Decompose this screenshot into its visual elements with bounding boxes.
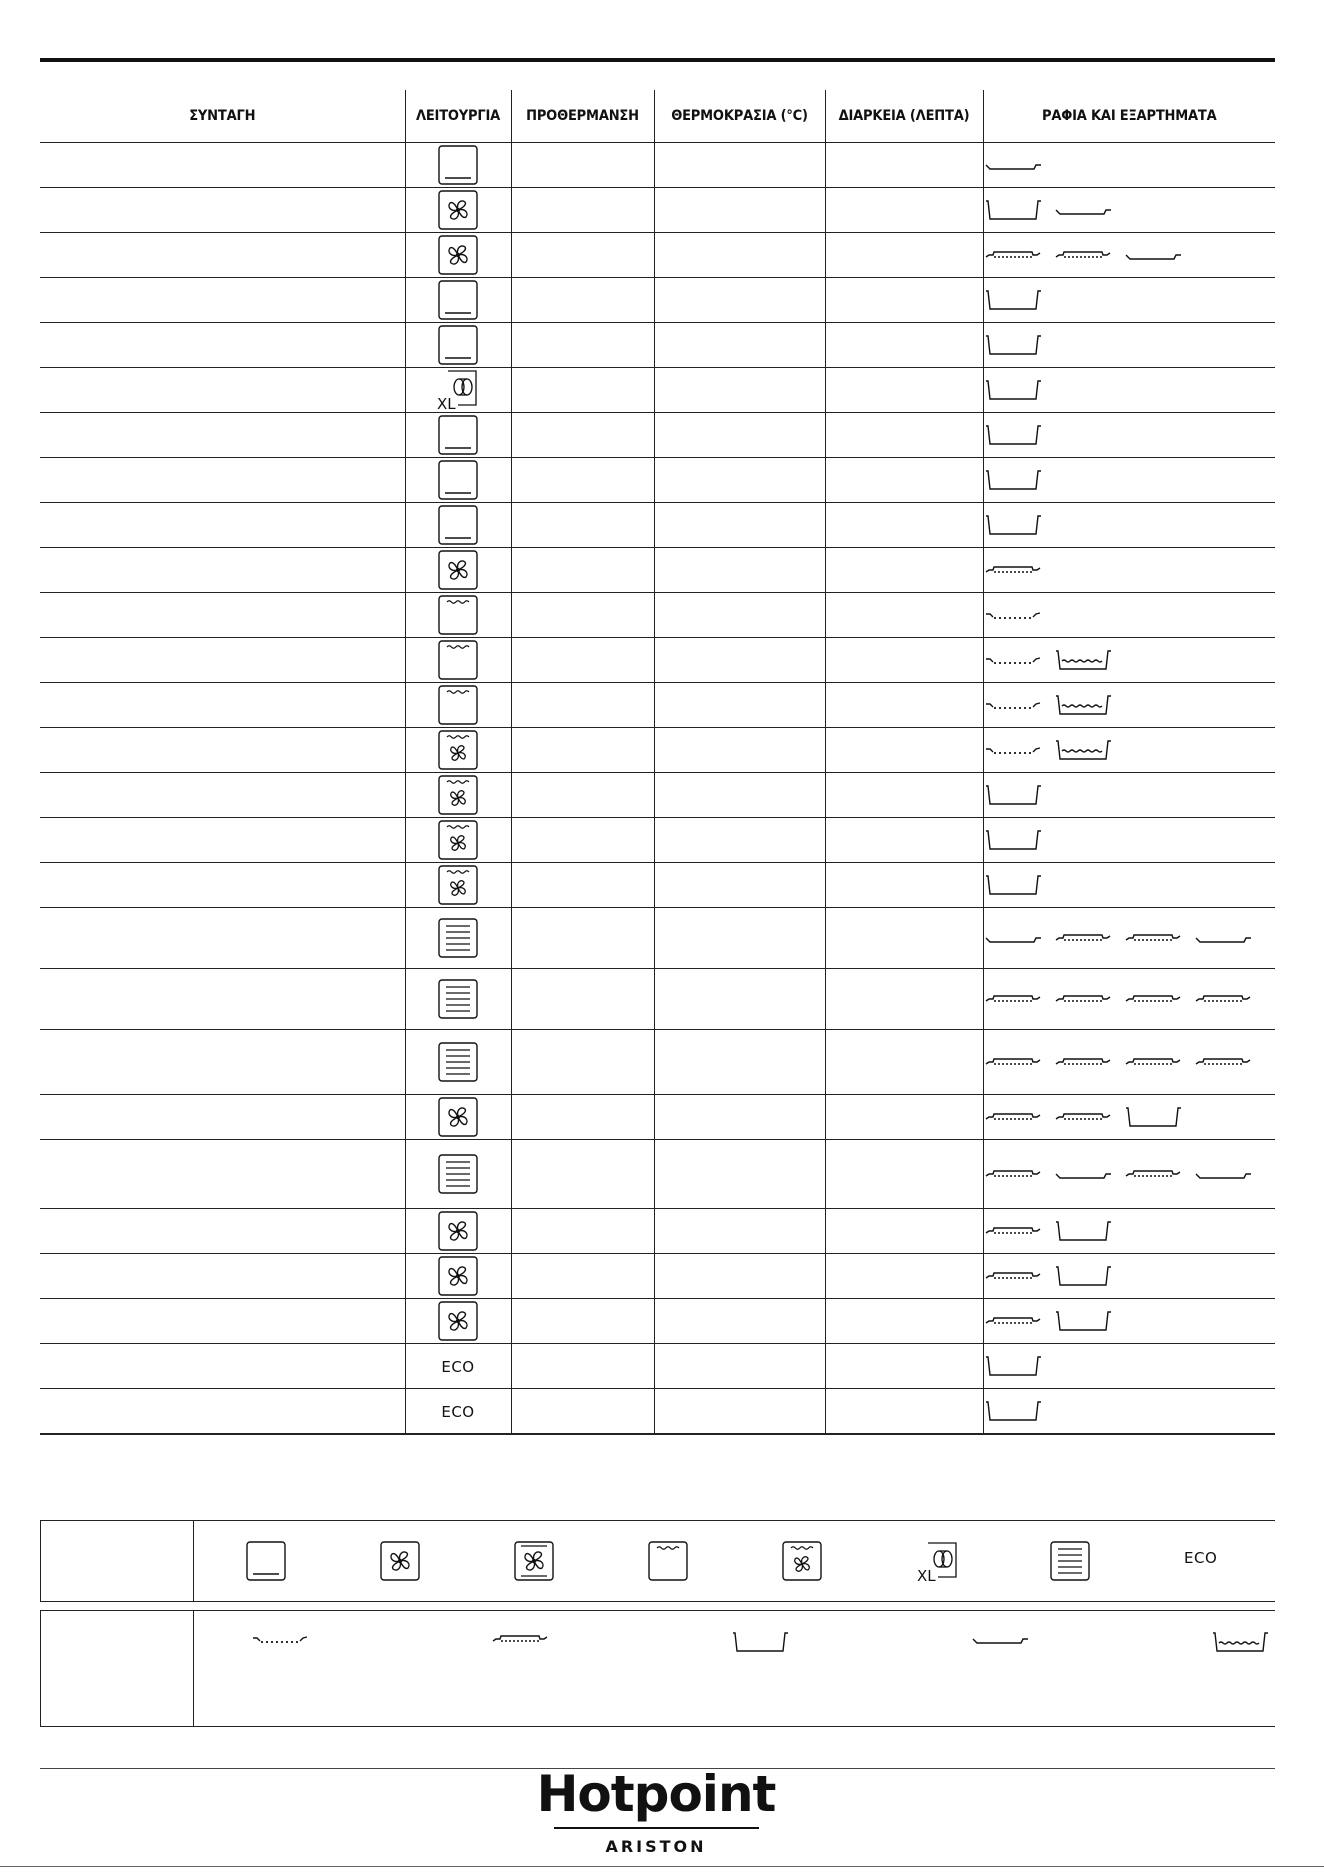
recipe-cell (40, 413, 405, 458)
preheat-cell (511, 593, 654, 638)
recipe-cell (40, 278, 405, 323)
drip-accessory-icon (1054, 692, 1114, 718)
duration-cell (825, 683, 983, 728)
recipe-cell (40, 683, 405, 728)
preheat-cell (511, 143, 654, 188)
drip-accessory-icon (1054, 647, 1114, 673)
function-cell (405, 969, 511, 1030)
pan-accessory-icon (1054, 1263, 1114, 1289)
function-cell (405, 458, 511, 503)
duration-cell (825, 728, 983, 773)
table-row (40, 969, 1275, 1030)
grill-function-icon (438, 640, 478, 680)
temperature-cell (654, 818, 825, 863)
accessories-cell (983, 1254, 1275, 1299)
temperature-cell (654, 548, 825, 593)
rack-accessory-icon (1124, 989, 1184, 1009)
rack-accessory-icon (491, 1629, 551, 1649)
preheat-cell (511, 1209, 654, 1254)
duration-cell (825, 458, 983, 503)
preheat-cell (511, 818, 654, 863)
pan-accessory-icon (984, 512, 1044, 538)
function-cell (405, 503, 511, 548)
rack-accessory-icon (984, 1107, 1044, 1127)
function-cell (405, 908, 511, 969)
rack-accessory-icon (1054, 989, 1114, 1009)
header-accessories: ΡΑΦΙΑ ΚΑΙ ΕΞΑΡΤΗΜΑΤΑ (983, 90, 1275, 143)
rack-accessory-icon (1054, 1052, 1114, 1072)
recipe-cell (40, 548, 405, 593)
rack-accessory-icon (1054, 1107, 1114, 1127)
fan-function-icon (438, 235, 478, 275)
xl-function-icon (916, 1541, 960, 1583)
rack-accessory-icon (1054, 928, 1114, 948)
drip-accessory-icon (1054, 737, 1114, 763)
recipe-cell (40, 503, 405, 548)
duration-cell (825, 368, 983, 413)
duration-cell (825, 1140, 983, 1209)
temperature-cell (654, 1344, 825, 1389)
accessories-cell (983, 1209, 1275, 1254)
preheat-cell (511, 728, 654, 773)
table-row (40, 188, 1275, 233)
temperature-cell (654, 1299, 825, 1344)
temperature-cell (654, 1030, 825, 1095)
recipe-cell (40, 1344, 405, 1389)
recipe-cell (40, 728, 405, 773)
recipe-cell (40, 863, 405, 908)
table-row (40, 503, 1275, 548)
temperature-cell (654, 1209, 825, 1254)
eco-function-icon: ECO (441, 1357, 475, 1376)
logo-divider (554, 1827, 759, 1829)
accessories-cell (983, 1299, 1275, 1344)
function-cell (405, 593, 511, 638)
function-cell (405, 1140, 511, 1209)
grill-accessory-icon (984, 695, 1044, 715)
rack-accessory-icon (984, 560, 1044, 580)
accessories-cell (983, 548, 1275, 593)
fan-function-icon (438, 1097, 478, 1137)
static-function-icon (438, 505, 478, 545)
table-row (40, 638, 1275, 683)
fan-function-icon (438, 550, 478, 590)
temperature-cell (654, 969, 825, 1030)
table-row (40, 908, 1275, 969)
table-row (40, 1254, 1275, 1299)
accessories-cell (983, 323, 1275, 368)
temperature-cell (654, 503, 825, 548)
temperature-cell (654, 368, 825, 413)
recipe-cell (40, 143, 405, 188)
preheat-cell (511, 1299, 654, 1344)
table-row (40, 323, 1275, 368)
table-row (40, 1140, 1275, 1209)
accessories-cell (983, 143, 1275, 188)
function-cell (405, 1389, 511, 1435)
function-cell (405, 1254, 511, 1299)
table-row (40, 773, 1275, 818)
recipe-cell (40, 1299, 405, 1344)
rack-accessory-icon (984, 1311, 1044, 1331)
function-cell (405, 278, 511, 323)
pan-accessory-icon (984, 467, 1044, 493)
table-row (40, 1030, 1275, 1095)
fan-function-icon (380, 1541, 420, 1581)
temperature-cell (654, 233, 825, 278)
accessories-cell (983, 368, 1275, 413)
function-cell (405, 773, 511, 818)
pan-accessory-icon (984, 1398, 1044, 1424)
rack-accessory-icon (1194, 1052, 1254, 1072)
table-row (40, 413, 1275, 458)
accessories-cell (983, 773, 1275, 818)
accessories-cell (983, 728, 1275, 773)
turbo-function-icon (438, 730, 478, 770)
static-function-icon (438, 460, 478, 500)
table-row (40, 278, 1275, 323)
duration-cell (825, 818, 983, 863)
grill-accessory-icon (984, 605, 1044, 625)
header-recipe: ΣΥΝΤΑΓΗ (40, 90, 405, 143)
accessories-cell (983, 233, 1275, 278)
pan-accessory-icon (1124, 1104, 1184, 1130)
table-row (40, 548, 1275, 593)
duration-cell (825, 1254, 983, 1299)
accessories-cell (983, 458, 1275, 503)
convection-function-icon (514, 1541, 554, 1581)
static-function-icon (246, 1541, 286, 1581)
function-cell (405, 728, 511, 773)
grill-function-icon (648, 1541, 688, 1581)
duration-cell (825, 969, 983, 1030)
rack-accessory-icon (1124, 928, 1184, 948)
recipe-cell (40, 1254, 405, 1299)
header-function: ΛΕΙΤΟΥΡΓΙΑ (405, 90, 511, 143)
duration-cell (825, 1209, 983, 1254)
rack-accessory-icon (984, 1221, 1044, 1241)
grill-accessory-icon (251, 1629, 311, 1649)
preheat-cell (511, 1389, 654, 1435)
accessories-cell (983, 1344, 1275, 1389)
pan-accessory-icon (984, 872, 1044, 898)
accessories-cell (983, 1140, 1275, 1209)
duration-cell (825, 323, 983, 368)
preheat-cell (511, 908, 654, 969)
multi-function-icon (438, 1042, 478, 1082)
tray-accessory-icon (1054, 1164, 1114, 1184)
turbo-function-icon (782, 1541, 822, 1581)
temperature-cell (654, 1095, 825, 1140)
tray-accessory-icon (1194, 928, 1254, 948)
recipe-cell (40, 593, 405, 638)
temperature-cell (654, 908, 825, 969)
legend-label-cell (41, 1611, 194, 1726)
duration-cell (825, 413, 983, 458)
tray-accessory-icon (984, 928, 1044, 948)
temperature-cell (654, 1389, 825, 1435)
table-row (40, 728, 1275, 773)
header-preheat: ΠΡΟΘΕΡΜΑΝΣΗ (511, 90, 654, 143)
function-cell (405, 143, 511, 188)
duration-cell (825, 1344, 983, 1389)
footer-rule (0, 1866, 1324, 1867)
duration-cell (825, 638, 983, 683)
temperature-cell (654, 143, 825, 188)
function-cell (405, 548, 511, 593)
rack-accessory-icon (984, 1164, 1044, 1184)
function-cell (405, 233, 511, 278)
recipe-cell (40, 1389, 405, 1435)
accessories-cell (983, 413, 1275, 458)
recipe-cell (40, 638, 405, 683)
rack-accessory-icon (984, 1266, 1044, 1286)
duration-cell (825, 1299, 983, 1344)
preheat-cell (511, 1030, 654, 1095)
table-row (40, 1344, 1275, 1389)
preheat-cell (511, 1095, 654, 1140)
temperature-cell (654, 1254, 825, 1299)
grill-accessory-icon (984, 650, 1044, 670)
duration-cell (825, 593, 983, 638)
preheat-cell (511, 413, 654, 458)
preheat-cell (511, 1344, 654, 1389)
accessories-cell (983, 908, 1275, 969)
duration-cell (825, 908, 983, 969)
pan-accessory-icon (1054, 1308, 1114, 1334)
pan-accessory-icon (984, 422, 1044, 448)
duration-cell (825, 1030, 983, 1095)
duration-cell (825, 503, 983, 548)
recipe-cell (40, 1095, 405, 1140)
grill-function-icon (438, 595, 478, 635)
recipe-cell (40, 1030, 405, 1095)
rack-accessory-icon (1054, 245, 1114, 265)
duration-cell (825, 188, 983, 233)
fan-function-icon (438, 1211, 478, 1251)
tray-accessory-icon (1054, 200, 1114, 220)
table-row (40, 1299, 1275, 1344)
svg-text:XL: XL (917, 1567, 936, 1583)
preheat-cell (511, 773, 654, 818)
table-row (40, 233, 1275, 278)
legend-functions (40, 1520, 1275, 1602)
fan-function-icon (438, 190, 478, 230)
table-row (40, 368, 1275, 413)
pan-accessory-icon (731, 1629, 791, 1655)
xl-function-icon (436, 369, 480, 411)
temperature-cell (654, 863, 825, 908)
preheat-cell (511, 548, 654, 593)
header-duration: ΔΙΑΡΚΕΙΑ (ΛΕΠΤΑ) (825, 90, 983, 143)
function-cell (405, 638, 511, 683)
recipe-cell (40, 1209, 405, 1254)
duration-cell (825, 1095, 983, 1140)
duration-cell (825, 143, 983, 188)
accessories-cell (983, 969, 1275, 1030)
tray-accessory-icon (1194, 1164, 1254, 1184)
recipe-cell (40, 818, 405, 863)
duration-cell (825, 278, 983, 323)
brand-name: Hotpoint (536, 1765, 776, 1823)
duration-cell (825, 863, 983, 908)
drip-accessory-icon (1211, 1629, 1271, 1655)
pan-accessory-icon (984, 287, 1044, 313)
table-row (40, 143, 1275, 188)
pan-accessory-icon (1054, 1218, 1114, 1244)
preheat-cell (511, 458, 654, 503)
multi-function-icon (438, 979, 478, 1019)
function-cell (405, 323, 511, 368)
static-function-icon (438, 145, 478, 185)
temperature-cell (654, 728, 825, 773)
top-rule (40, 58, 1275, 62)
temperature-cell (654, 638, 825, 683)
duration-cell (825, 1389, 983, 1435)
duration-cell (825, 773, 983, 818)
temperature-cell (654, 683, 825, 728)
preheat-cell (511, 233, 654, 278)
brand-logo (450, 1765, 862, 1856)
accessories-cell (983, 1389, 1275, 1435)
recipe-cell (40, 368, 405, 413)
temperature-cell (654, 278, 825, 323)
preheat-cell (511, 1140, 654, 1209)
table-row (40, 818, 1275, 863)
temperature-cell (654, 188, 825, 233)
recipe-cell (40, 188, 405, 233)
function-cell (405, 818, 511, 863)
tray-accessory-icon (971, 1629, 1031, 1649)
rack-accessory-icon (984, 989, 1044, 1009)
function-cell (405, 683, 511, 728)
function-cell (405, 1209, 511, 1254)
temperature-cell (654, 593, 825, 638)
temperature-cell (654, 323, 825, 368)
eco-function-icon: ECO (1184, 1549, 1218, 1567)
tray-accessory-icon (1124, 245, 1184, 265)
accessories-cell (983, 863, 1275, 908)
temperature-cell (654, 773, 825, 818)
pan-accessory-icon (984, 377, 1044, 403)
svg-text:XL: XL (437, 395, 456, 411)
temperature-cell (654, 458, 825, 503)
function-cell (405, 1344, 511, 1389)
legend-label-cell (41, 1521, 194, 1601)
preheat-cell (511, 323, 654, 368)
recipe-cell (40, 323, 405, 368)
fan-function-icon (438, 1256, 478, 1296)
pan-accessory-icon (984, 332, 1044, 358)
multi-function-icon (1050, 1541, 1090, 1581)
duration-cell (825, 233, 983, 278)
function-cell (405, 1095, 511, 1140)
turbo-function-icon (438, 865, 478, 905)
accessories-cell (983, 593, 1275, 638)
temperature-cell (654, 1140, 825, 1209)
preheat-cell (511, 278, 654, 323)
rack-accessory-icon (984, 245, 1044, 265)
accessories-cell (983, 683, 1275, 728)
duration-cell (825, 548, 983, 593)
table-row (40, 1209, 1275, 1254)
preheat-cell (511, 969, 654, 1030)
turbo-function-icon (438, 775, 478, 815)
accessories-cell (983, 188, 1275, 233)
rack-accessory-icon (1194, 989, 1254, 1009)
rack-accessory-icon (1124, 1052, 1184, 1072)
accessories-cell (983, 278, 1275, 323)
table-row (40, 593, 1275, 638)
static-function-icon (438, 325, 478, 365)
preheat-cell (511, 368, 654, 413)
pan-accessory-icon (984, 827, 1044, 853)
table-row (40, 1389, 1275, 1435)
grill-accessory-icon (984, 740, 1044, 760)
preheat-cell (511, 638, 654, 683)
accessories-cell (983, 638, 1275, 683)
preheat-cell (511, 863, 654, 908)
function-cell (405, 863, 511, 908)
header-temperature: ΘΕΡΜΟΚΡΑΣΙΑ (°C) (654, 90, 825, 143)
table-row (40, 863, 1275, 908)
function-cell (405, 188, 511, 233)
accessories-cell (983, 503, 1275, 548)
pan-accessory-icon (984, 1353, 1044, 1379)
fan-function-icon (438, 1301, 478, 1341)
preheat-cell (511, 188, 654, 233)
function-cell (405, 368, 511, 413)
pan-accessory-icon (984, 197, 1044, 223)
multi-function-icon (438, 1154, 478, 1194)
function-cell (405, 413, 511, 458)
turbo-function-icon (438, 820, 478, 860)
tray-accessory-icon (984, 155, 1044, 175)
table-row (40, 1095, 1275, 1140)
preheat-cell (511, 683, 654, 728)
recipe-cell (40, 458, 405, 503)
function-cell (405, 1030, 511, 1095)
preheat-cell (511, 1254, 654, 1299)
static-function-icon (438, 280, 478, 320)
preheat-cell (511, 503, 654, 548)
accessories-cell (983, 1030, 1275, 1095)
recipe-cell (40, 1140, 405, 1209)
recipe-cell (40, 233, 405, 278)
recipe-cell (40, 773, 405, 818)
table-row (40, 683, 1275, 728)
table-row (40, 458, 1275, 503)
table-header-row (40, 90, 1275, 143)
accessories-cell (983, 818, 1275, 863)
pan-accessory-icon (984, 782, 1044, 808)
static-function-icon (438, 415, 478, 455)
rack-accessory-icon (984, 1052, 1044, 1072)
brand-subname: ARISTON (605, 1837, 707, 1856)
temperature-cell (654, 413, 825, 458)
recipe-cell (40, 908, 405, 969)
legend-accessories (40, 1610, 1275, 1727)
rack-accessory-icon (1124, 1164, 1184, 1184)
recipe-table (40, 90, 1275, 1435)
accessories-cell (983, 1095, 1275, 1140)
recipe-cell (40, 969, 405, 1030)
multi-function-icon (438, 918, 478, 958)
function-cell (405, 1299, 511, 1344)
grill-function-icon (438, 685, 478, 725)
eco-function-icon: ECO (441, 1402, 475, 1421)
